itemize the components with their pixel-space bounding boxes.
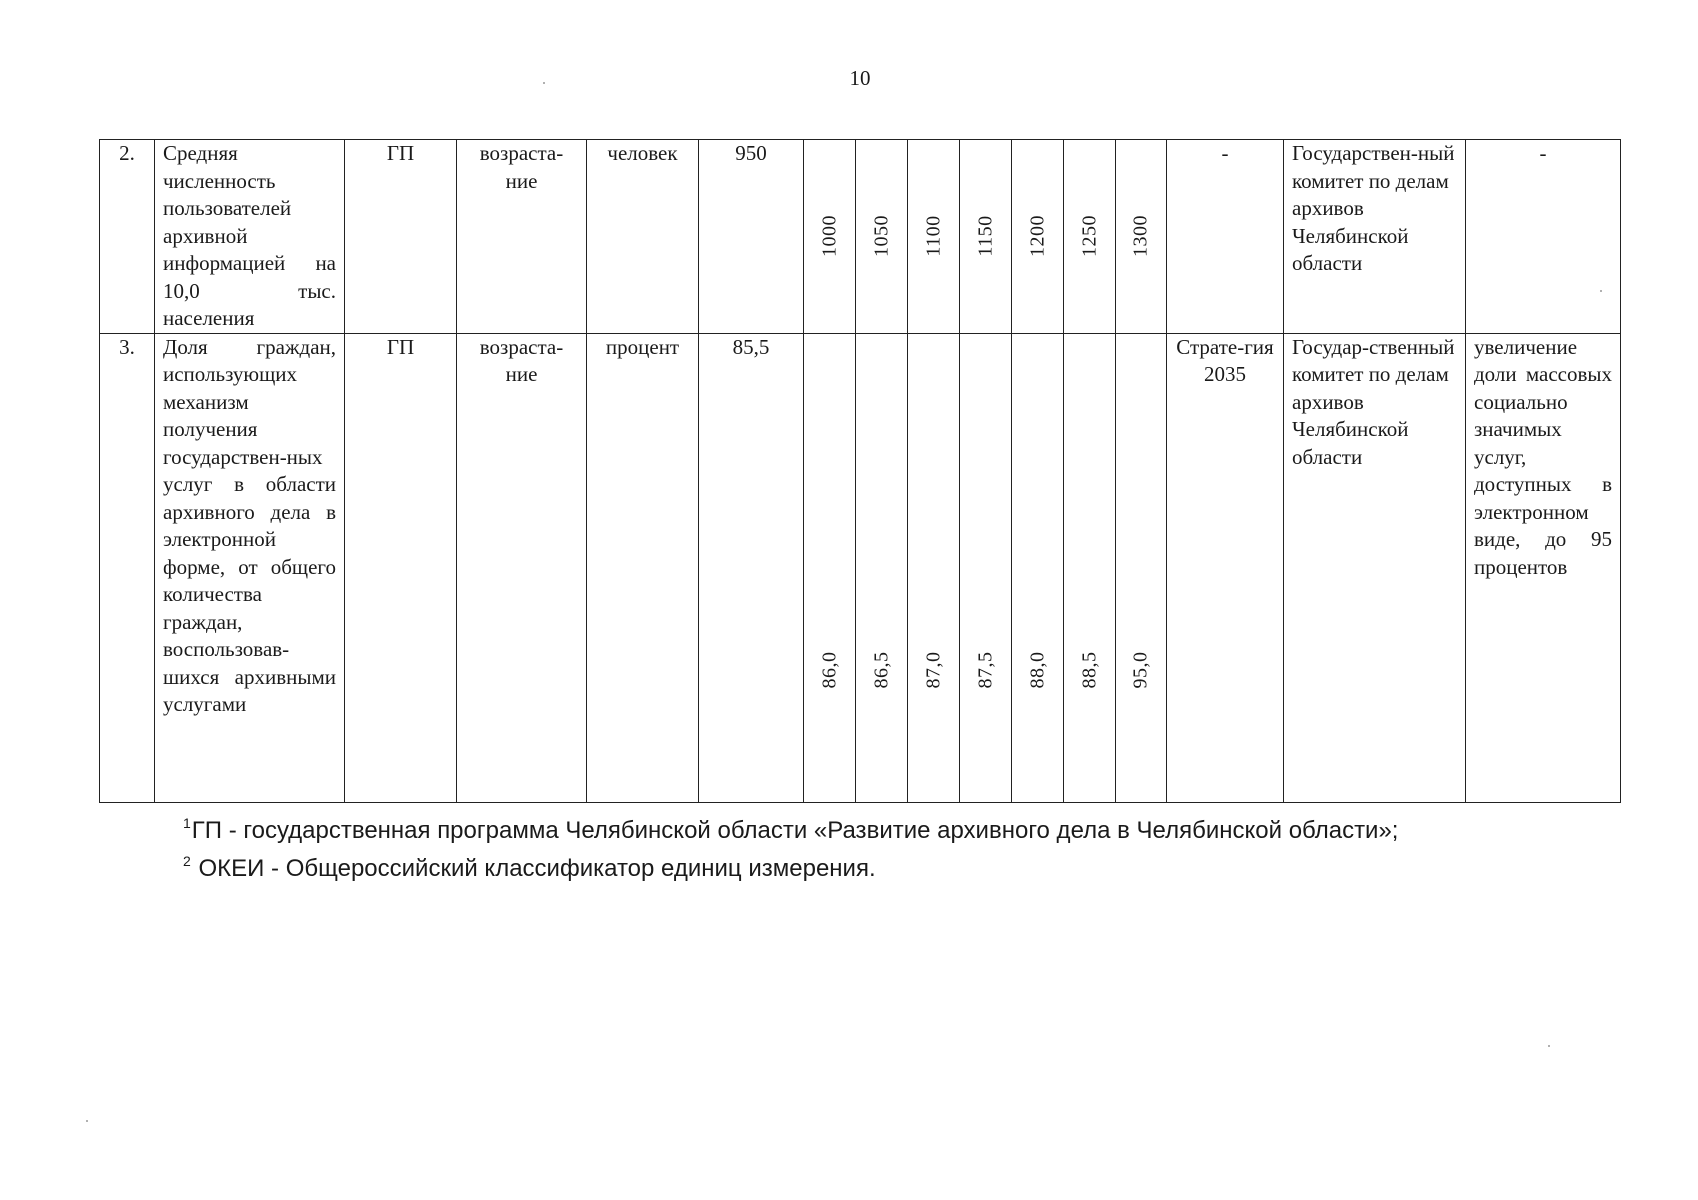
base-value: 85,5 (699, 333, 804, 802)
year-value: 1050 (856, 140, 908, 334)
document-link: - (1167, 140, 1284, 334)
scan-speck (86, 1120, 88, 1122)
indicator-type: ГП (345, 140, 457, 334)
indicator-direction: возраста-ние (457, 140, 587, 334)
table-row (100, 140, 1621, 334)
row-number: 2. (100, 140, 155, 334)
year-value: 87,5 (960, 333, 1012, 802)
responsible-body: Государ-ственный комитет по делам архивов Челябинской области (1284, 333, 1466, 802)
base-value: 950 (699, 140, 804, 334)
page-number: 10 (849, 66, 871, 90)
indicator-type: ГП (345, 333, 457, 802)
document-link: Страте-гия 2035 (1167, 333, 1284, 802)
scan-speck (1600, 290, 1602, 292)
year-value: 1000 (804, 140, 856, 334)
footnote-text: ГП - государственная программа Челябинской области «Развитие архивного дела в Челябинской области»; (191, 817, 1399, 844)
year-value: 95,0 (1116, 333, 1167, 802)
year-value: 88,5 (1064, 333, 1116, 802)
footnote-text: ОКЕИ - Общероссийский классификатор единиц измерения. (191, 855, 876, 882)
footnote (183, 846, 1398, 884)
indicator-unit: процент (587, 333, 699, 802)
year-value: 86,5 (856, 333, 908, 802)
indicator-direction: возраста-ние (457, 333, 587, 802)
year-value: 1150 (960, 140, 1012, 334)
note: увеличение доли массовых социально значимых услуг, доступных в электронном виде, до 95 процентов (1466, 333, 1621, 802)
year-value: 88,0 (1012, 333, 1064, 802)
responsible-body: Государствен-ный комитет по делам архивов Челябинской области (1284, 140, 1466, 334)
year-value: 1250 (1064, 140, 1116, 334)
row-number: 3. (100, 333, 155, 802)
scan-speck (1548, 1045, 1550, 1047)
indicator-name: Доля граждан, использующих механизм получения государствен-ных услуг в области архивного дела в электронной форме, от общего количества граждан, воспользовав-шихся архивными услугами (155, 333, 345, 802)
table-row (100, 333, 1621, 802)
footnote (183, 808, 1398, 846)
footnote-mark: 1 (183, 815, 191, 831)
scan-speck (543, 82, 545, 84)
indicators-table (99, 139, 1621, 803)
indicator-name: Средняя численность пользователей архивной информацией на 10,0 тыс. населения (155, 140, 345, 334)
footnote-mark: 2 (183, 853, 191, 869)
year-value: 1300 (1116, 140, 1167, 334)
indicator-unit: человек (587, 140, 699, 334)
year-value: 1200 (1012, 140, 1064, 334)
footnotes (183, 808, 1398, 884)
year-value: 1100 (908, 140, 960, 334)
note: - (1466, 140, 1621, 334)
year-value: 87,0 (908, 333, 960, 802)
year-value: 86,0 (804, 333, 856, 802)
